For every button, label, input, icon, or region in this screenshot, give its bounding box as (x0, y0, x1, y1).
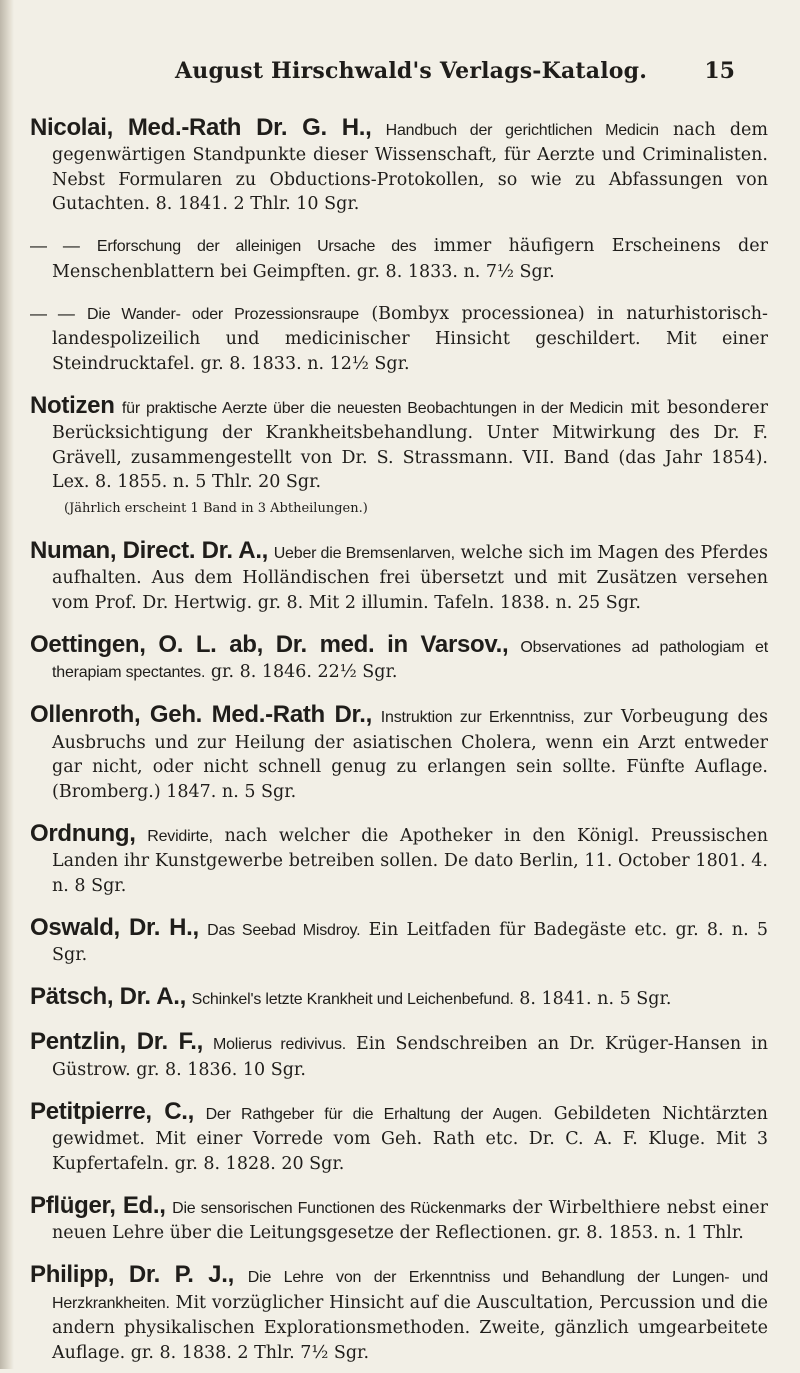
entry-author: Pätsch, Dr. A., (30, 983, 187, 1010)
entry-note: (Jährlich erscheint 1 Band in 3 Abtheilungen.) (64, 500, 368, 516)
entry-author: Petitpierre, C., (30, 1097, 194, 1125)
entry-text: (Bombyx processionea) in naturhistorisch-landespolizeilich und medicinischer Hinsicht geschildert. Mit einer Steindrucktafel. gr. 8. 1833. n. 12½ Sgr. (52, 303, 768, 374)
catalog-title: August Hirschwald's Verlags-Katalog. (175, 58, 648, 84)
page-binding-edge (0, 0, 14, 1369)
catalog-entry (30, 819, 768, 899)
entry-text: mit besonderer Berücksichtigung der Krankheitsbehandlung. Unter Mitwirkung des Dr. F. Grävell, zusammengestellt von Dr. S. Strassmann. VII. Band (das Jahr 1854). Lex. 8. 1855. n. 5 Thlr. 20 Sgr. (52, 397, 768, 492)
page-number: 15 (704, 58, 735, 84)
entry-text: immer häufigern Erscheinens der Menschenblattern bei Geimpften. gr. 8. 1833. n. 7½ Sgr. (52, 236, 768, 282)
entry-title: Handbuch der gerichtlichen Medicin (385, 121, 659, 139)
catalog-entry (30, 302, 768, 377)
entry-title: für praktische Aerzte über die neuesten Beobachtungen in der Medicin (121, 399, 624, 417)
entry-title: Die sensorischen Functionen des Rückenmarks (172, 1199, 506, 1217)
entry-author: Ollenroth, Geh. Med.-Rath Dr., (30, 701, 372, 728)
catalog-entry (30, 1097, 768, 1177)
entry-text: Gebildeten Nichtärzten gewidmet. Mit einer Vorrede vom Geh. Rath etc. Dr. C. A. F. Kluge. Mit 3 Kupfertafeln. gr. 8. 1828. 20 Sgr. (52, 1103, 768, 1174)
catalog-entry (30, 536, 768, 616)
entry-title: Das Seebad Misdroy. (207, 921, 361, 939)
entry-author: Pentzlin, Dr. F., (30, 1028, 203, 1055)
entry-text: der Wirbelthiere nebst einer neuen Lehre über die Leitungsgesetze der Reflectionen. gr. 8. 1853. n. 1 Thlr. (52, 1197, 768, 1243)
catalog-entry (30, 113, 768, 217)
entry-author: Numan, Direct. Dr. A., (30, 536, 269, 564)
catalog-entry (30, 703, 768, 804)
catalog-entry (30, 985, 768, 1013)
catalog-entry (30, 1030, 768, 1082)
entry-text: Ein Leitfaden für Badegäste etc. gr. 8. n. 5 Sgr. (52, 919, 768, 965)
catalog-entry (30, 630, 768, 686)
entry-author: — — (30, 236, 80, 255)
entry-author: Notizen (30, 391, 115, 419)
entry-author: Nicolai, Med.-Rath Dr. G. H., (30, 113, 372, 141)
entry-author: — — (30, 303, 75, 323)
catalog-entry (30, 1263, 768, 1365)
entry-title: Erforschung der alleinigen Ursache des (96, 238, 417, 255)
entry-text: Ein Sendschreiben an Dr. Krüger-Hansen in Güstrow. gr. 8. 1836. 10 Sgr. (52, 1034, 768, 1080)
entry-text: zur Vorbeugung des Ausbruchs und zur Heilung der asiatischen Cholera, wenn ein Arzt entweder gar nicht, oder nicht schnell genug zu erlangen sein sollte. Fünfte Auflage. (Bromberg.) 1847. n. 5 Sgr. (52, 707, 768, 802)
entry-author: Philipp, Dr. P. J., (30, 1261, 234, 1288)
entry-author: Pflüger, Ed., (30, 1191, 166, 1219)
catalog-entry (30, 913, 768, 968)
entry-text: gr. 8. 1846. 22½ Sgr. (210, 662, 398, 682)
entry-text: welche sich im Magen des Pferdes aufhalten. Aus dem Holländischen frei übersetzt und mit Zusätzen versehen vom Prof. Dr. Hertwig. gr. 8. Mit 2 illumin. Tafeln. 1838. n. 25 Sgr. (52, 542, 768, 613)
page-header (175, 58, 735, 88)
entry-title: Der Rathgeber für die Erhaltung der Augen. (205, 1105, 543, 1123)
catalog-entry (30, 234, 768, 284)
entry-author: Ordnung, (30, 819, 136, 847)
entry-author: Oettingen, O. L. ab, Dr. med. in Varsov., (30, 630, 509, 658)
entry-title: Die Wander- oder Prozessionsraupe (86, 305, 359, 323)
entry-author: Oswald, Dr. H., (30, 913, 199, 941)
entry-title: Instruktion zur Erkenntniss, (380, 709, 575, 726)
entry-title: Ueber die Bremsenlarven, (273, 544, 455, 562)
entry-text: nach welcher die Apotheker in den Königl. Preussischen Landen ihr Kunstgewerbe betreiben sollen. De dato Berlin, 11. October 1801. 4. n. 8 Sgr. (52, 825, 768, 896)
entry-title: Revidirte, (147, 827, 213, 845)
catalog-entries (30, 98, 768, 1373)
catalog-entry (30, 1191, 768, 1246)
entry-text: Mit vorzüglicher Hinsicht auf die Auscultation, Percussion und die andern physikalischen Explorationsmethoden. Zweite, gänzlich umgearbeitete Auflage. gr. 8. 1838. 2 Thlr. 7½ Sgr. (52, 1292, 768, 1363)
entry-text: nach dem gegenwärtigen Standpunkte dieser Wissenschaft, für Aerzte und Criminalisten. Nebst Formularen zu Obductions-Protokollen, so wie zu Abfassungen von Gutachten. 8. 1841. 2 Thlr. 10 Sgr. (52, 119, 768, 214)
entry-text: 8. 1841. n. 5 Sgr. (519, 989, 672, 1009)
entry-title: Molierus redivivus. (212, 1036, 346, 1053)
catalog-entry (30, 391, 768, 522)
entry-title: Observationes ad pathologiam et therapiam spectantes. (52, 638, 768, 681)
entry-title: Schinkel's letzte Krankheit und Leichenbefund. (191, 991, 514, 1008)
entry-title: Die Lehre von der Erkenntniss und Behandlung der Lungen- und Herzkrankheiten. (52, 1269, 768, 1312)
